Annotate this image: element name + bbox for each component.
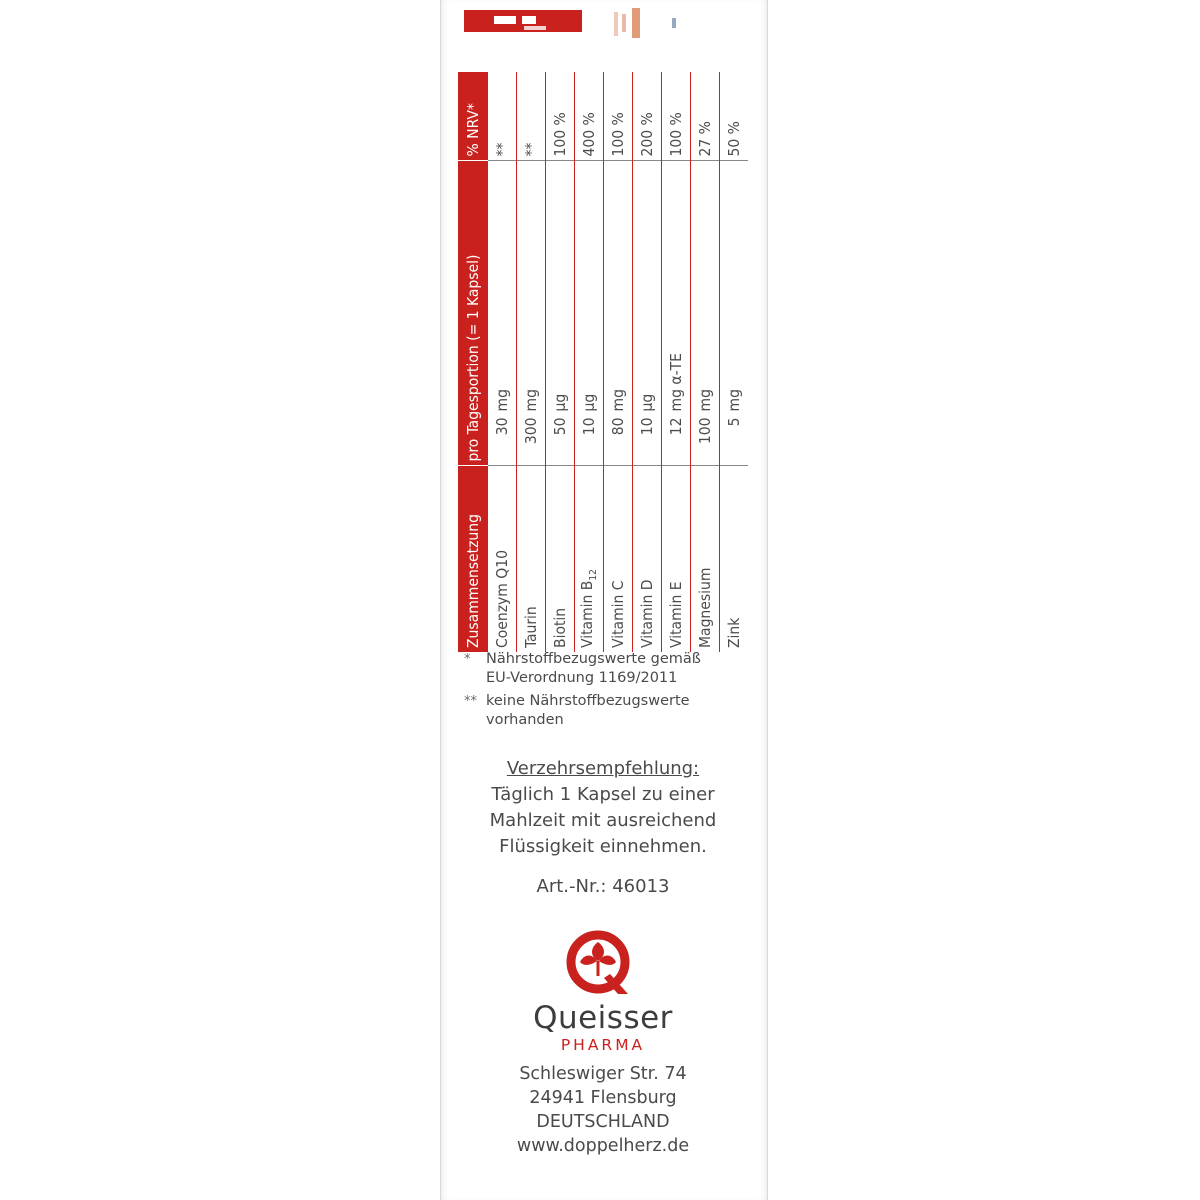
nutrition-table-rotated xyxy=(458,72,743,652)
leaf-q-logo-icon xyxy=(564,928,636,1000)
brand-sub: PHARMA xyxy=(560,1036,646,1054)
dosage-line: Mahlzeit mit ausreichend xyxy=(489,810,717,831)
ingredient-nrv: 27 % xyxy=(691,72,720,161)
footnote-no-nrv xyxy=(464,692,690,730)
table-row xyxy=(575,72,604,652)
ingredient-nrv: 50 % xyxy=(725,121,743,157)
ingredient-name: Magnesium xyxy=(691,466,720,652)
table-row xyxy=(633,72,662,652)
table-row xyxy=(546,72,575,652)
brand-name: Queisser xyxy=(533,1000,673,1036)
table-row xyxy=(691,72,720,652)
table-row xyxy=(517,72,546,652)
dosage-line: Flüssigkeit einnehmen. xyxy=(499,836,707,857)
ingredient-name: Biotin xyxy=(546,466,575,652)
ingredient-name: Taurin xyxy=(517,466,546,652)
nutrition-table xyxy=(458,72,748,652)
footnote-line: vorhanden xyxy=(486,712,564,728)
ingredient-amount: 10µg xyxy=(575,161,604,466)
ingredient-amount: 30mg xyxy=(488,161,517,466)
ingredient-name: Coenzym Q10 xyxy=(488,466,517,652)
header-nrv: % NRV* xyxy=(458,72,488,161)
ingredient-nrv: ** xyxy=(488,72,517,161)
ingredient-amount: 80mg xyxy=(604,161,633,466)
footnote-line: keine Nährstoffbezugswerte xyxy=(486,693,690,709)
ingredient-nrv: 100 % xyxy=(662,72,691,161)
ingredient-nrv: ** xyxy=(517,72,546,161)
header-ingredient: Zusammensetzung xyxy=(458,466,488,652)
ingredient-amount: 100mg xyxy=(691,161,720,466)
header-amount: pro Tagesportion (= 1 Kapsel) xyxy=(458,161,488,466)
ingredient-nrv: 100 % xyxy=(546,72,575,161)
ingredient-amount: 12mg α-TE xyxy=(662,161,691,466)
footnote-nrv xyxy=(464,650,701,688)
ingredient-name: Vitamin $B_{12}$ xyxy=(575,466,604,652)
address-line: DEUTSCHLAND xyxy=(536,1112,670,1132)
ingredient-name: Vitamin E xyxy=(662,466,691,652)
nutrition-table-header xyxy=(458,72,488,652)
ingredient-nrv: 200 % xyxy=(633,72,662,161)
ingredient-amount: 50µg xyxy=(546,161,575,466)
ingredient-amount: 5mg xyxy=(720,161,749,466)
ingredient-name: Zink xyxy=(720,466,749,652)
footnote-line: EU-Verordnung 1169/2011 xyxy=(486,670,678,686)
ingredient-amount: 300mg xyxy=(517,161,546,466)
company-address xyxy=(441,1062,765,1158)
website-link[interactable]: www.doppelherz.de xyxy=(516,1136,690,1156)
footnote-line: Nährstoffbezugswerte gemäß xyxy=(486,651,701,667)
ingredient-nrv: 100 % xyxy=(604,72,633,161)
address-line: 24941 Flensburg xyxy=(529,1088,677,1108)
address-line: Schleswiger Str. 74 xyxy=(519,1064,687,1084)
table-row xyxy=(488,72,517,652)
article-number: Art.-Nr.: 46013 xyxy=(536,876,670,897)
ingredient-nrv: 400 % xyxy=(575,72,604,161)
dosage-title: Verzehrsempfehlung: xyxy=(506,758,700,779)
footnote-mark: ** xyxy=(464,694,477,709)
ingredient-name: Vitamin D xyxy=(633,466,662,652)
table-row xyxy=(604,72,633,652)
ingredient-name: Vitamin C xyxy=(604,466,633,652)
ingredient-amount: 10µg xyxy=(633,161,662,466)
footnote-mark: * xyxy=(464,652,471,667)
top-package-graphic xyxy=(464,4,694,48)
dosage-block xyxy=(441,756,765,860)
table-row xyxy=(720,72,749,652)
dosage-line: Täglich 1 Kapsel zu einer xyxy=(491,784,715,805)
table-row xyxy=(662,72,691,652)
